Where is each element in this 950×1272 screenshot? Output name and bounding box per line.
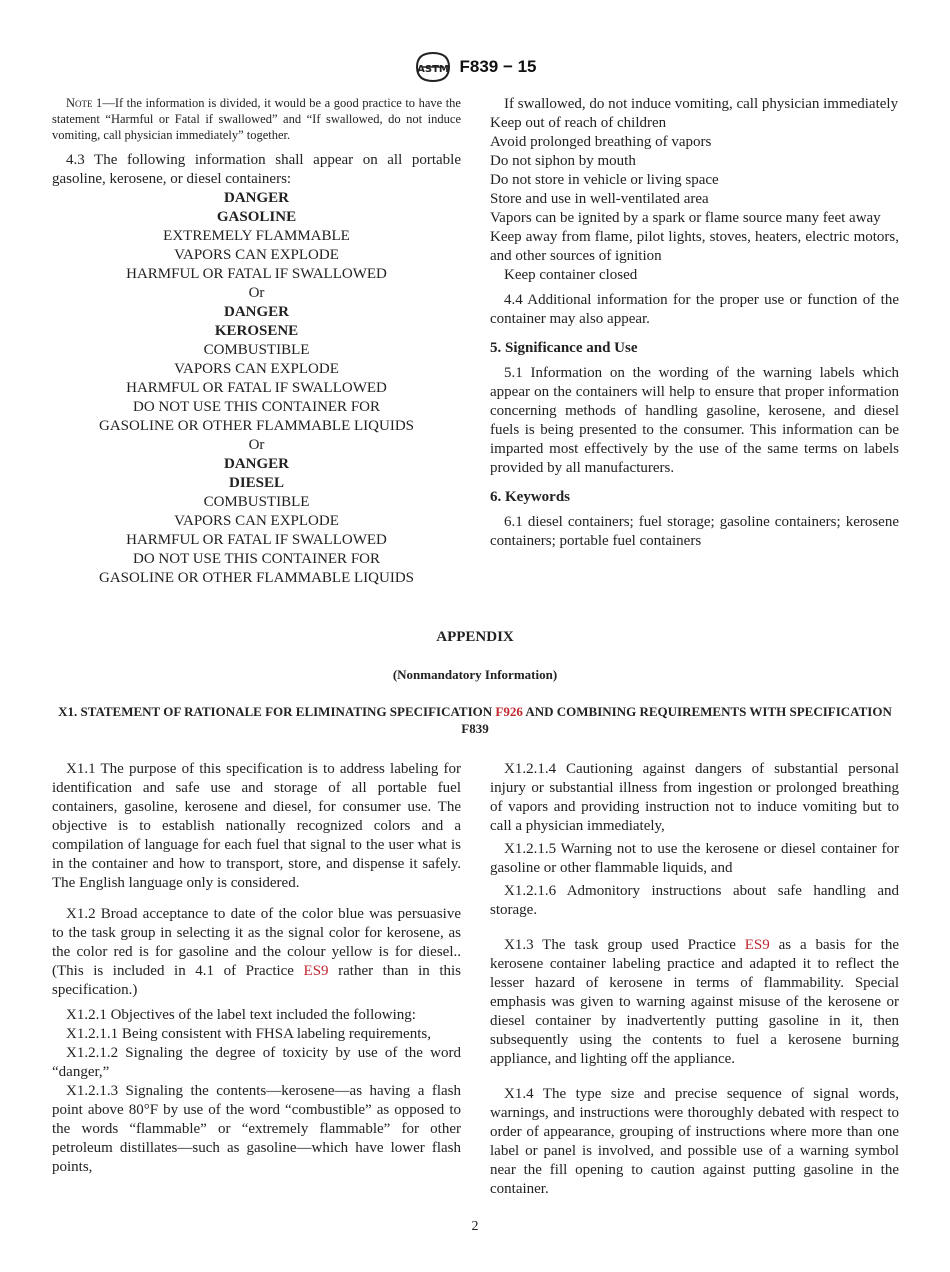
label-line: KEROSENE	[214, 323, 299, 339]
label-line: VAPORS CAN EXPLODE	[174, 247, 339, 263]
para-x1-4: X1.4 The type size and precise sequence of signal words, warnings, and instructions were thoroughly debated with respect to order of appearance, grouping of instructions where more than one label or panel is involved, and possible use of a warning symbol near the fill opening to caution against putting gasoline in the container.	[490, 1086, 899, 1197]
instruction-lines	[490, 114, 899, 266]
instruction-line: Avoid prolonged breathing of vapors	[490, 134, 712, 150]
instruction-line: Vapors can be ignited by a spark or flame source many feet away	[490, 210, 881, 226]
es9-link[interactable]: ES9	[303, 963, 329, 979]
para-5-1: 5.1 Information on the wording of the warning labels which appear on the containers will help to ensure that proper information concerning methods of handling gasoline, kerosene, and diesel fuels is being presented to the consumer. This information can be imparted most effectively by the use of the same terms on labels provided by all manufacturers.	[490, 365, 899, 476]
appendix-title: APPENDIX	[436, 629, 514, 645]
x1-3-pre: X1.3 The task group used Practice	[504, 937, 745, 953]
label-line: VAPORS CAN EXPLODE	[174, 361, 339, 377]
para-x1-2-1-6: X1.2.1.6 Admonitory instructions about safe handling and storage.	[490, 883, 899, 918]
swallowed-line: If swallowed, do not induce vomiting, call physician immediately	[504, 96, 899, 112]
label-line: DANGER	[223, 190, 289, 206]
para-x1-3	[490, 936, 899, 1069]
left-column-top	[52, 95, 461, 588]
label-line: DANGER	[223, 456, 289, 472]
para-x1-2-1-5: X1.2.1.5 Warning not to use the kerosene or diesel container for gasoline or other flammable liquids, and	[490, 841, 899, 876]
left-column-appendix	[52, 760, 461, 1177]
label-line: GASOLINE OR OTHER FLAMMABLE LIQUIDS	[99, 570, 414, 586]
para-x1-2-1-2: X1.2.1.2 Signaling the degree of toxicity by use of the word “danger,”	[52, 1045, 461, 1080]
para-6-1: 6.1 diesel containers; fuel storage; gasoline containers; kerosene containers; portable fuel containers	[490, 514, 899, 549]
section-5-heading: 5. Significance and Use	[490, 340, 638, 356]
label-line: COMBUSTIBLE	[203, 494, 310, 510]
instruction-line: Do not siphon by mouth	[490, 153, 636, 169]
appendix-subtitle: (Nonmandatory Information)	[392, 667, 558, 682]
label-line: DIESEL	[228, 475, 285, 491]
section-6-heading: 6. Keywords	[490, 489, 570, 505]
instruction-line: Keep out of reach of children	[490, 115, 667, 131]
note-1	[52, 95, 461, 143]
label-line: DO NOT USE THIS CONTAINER FOR	[132, 551, 380, 567]
para-x1-2-1-4: X1.2.1.4 Cautioning against dangers of substantial personal injury or substantial illness from ingestion or prolonged breathing of vapors and providing instruction not to induce vomiting but to call a physician immediately,	[490, 761, 899, 834]
label-line: DO NOT USE THIS CONTAINER FOR	[132, 399, 380, 415]
page-number: 2	[471, 1219, 479, 1234]
keep-closed-line: Keep container closed	[504, 267, 638, 283]
x1-2-pre: X1.2 Broad acceptance to date of the color blue was persuasive to the task group in selecting it as the signal color for kerosene, as the color red is for gasoline and the colour yellow is for diesel.. (This is included in 4.1 of Practice	[52, 906, 461, 979]
instruction-line: Keep away from flame, pilot lights, stoves, heaters, electric motors, and other sources of ignition	[490, 229, 899, 264]
instruction-line: Store and use in well-ventilated area	[490, 191, 709, 207]
label-line: DANGER	[223, 304, 289, 320]
label-line: Or	[248, 285, 265, 301]
note-label: Note 1	[66, 96, 103, 110]
svg-text:ASTM: ASTM	[417, 64, 450, 75]
standard-designation: F839 − 15	[459, 57, 537, 76]
label-line: GASOLINE	[216, 209, 297, 225]
astm-logo-icon	[413, 50, 453, 84]
appendix-x1-heading	[52, 703, 898, 737]
label-line: VAPORS CAN EXPLODE	[174, 513, 339, 529]
para-x1-2-1-1: X1.2.1.1 Being consistent with FHSA labeling requirements,	[66, 1026, 431, 1042]
para-4-3: 4.3 The following information shall appear on all portable gasoline, kerosene, or diesel containers:	[52, 152, 461, 187]
para-x1-2-1: X1.2.1 Objectives of the label text included the following:	[66, 1007, 416, 1023]
para-x1-2-1-3: X1.2.1.3 Signaling the contents—kerosene—as having a flash point above 80°F by use of the word “combustible” as opposed to the words “flammable” or “extremely flammable” for other petroleum distillates—such as gasoline—which have lower flash points,	[52, 1083, 461, 1175]
label-line: HARMFUL OR FATAL IF SWALLOWED	[126, 532, 387, 548]
para-4-4: 4.4 Additional information for the proper use or function of the container may also appear.	[490, 292, 899, 327]
right-column-appendix	[490, 760, 899, 1199]
label-line: HARMFUL OR FATAL IF SWALLOWED	[126, 266, 387, 282]
x1-3-post: as a basis for the kerosene container labeling practice and adapted it to reflect the lesser hazard of kerosene in terms of flammability. Special emphasis was given to warning against misuse of the kerosene or diesel container by inadvertently putting gasoline in it, then subsequently using the contents to fuel a kerosene burning appliance, and lighting off the appliance.	[490, 937, 900, 1067]
label-line: EXTREMELY FLAMMABLE	[163, 228, 350, 244]
para-x1-1: X1.1 The purpose of this specification is to address labeling for identification and safe use and storage of all portable fuel containers, gasoline, kerosene and diesel, for consumer use. The objective is to establish nationally recognized colors and a compilation of language for each fuel that signal to the user what is in the container and how to transport, store, and dispense it safely. The English language only is considered.	[52, 761, 461, 891]
warning-label-block	[52, 189, 461, 588]
label-line: COMBUSTIBLE	[203, 342, 310, 358]
instruction-line: Do not store in vehicle or living space	[490, 172, 719, 188]
label-line: HARMFUL OR FATAL IF SWALLOWED	[126, 380, 387, 396]
right-column-top	[490, 95, 899, 551]
note-text: —If the information is divided, it would be a good practice to have the statement “Harmful or Fatal if swallowed” and “If swallowed, do not induce vomiting, call physician immediately” together.	[52, 96, 461, 142]
label-line: Or	[248, 437, 265, 453]
es9-link-2[interactable]: ES9	[744, 937, 770, 953]
label-line: GASOLINE OR OTHER FLAMMABLE LIQUIDS	[99, 418, 414, 434]
x1-heading-post: AND COMBINING REQUIREMENTS WITH SPECIFICATION F839	[461, 704, 892, 736]
x1-heading-pre: X1. STATEMENT OF RATIONALE FOR ELIMINATING SPECIFICATION	[58, 704, 496, 719]
x1-2-post: rather than in this specification.)	[52, 963, 461, 998]
page-header	[0, 50, 950, 84]
f926-link[interactable]: F926	[495, 704, 523, 719]
para-x1-2	[52, 905, 461, 1000]
